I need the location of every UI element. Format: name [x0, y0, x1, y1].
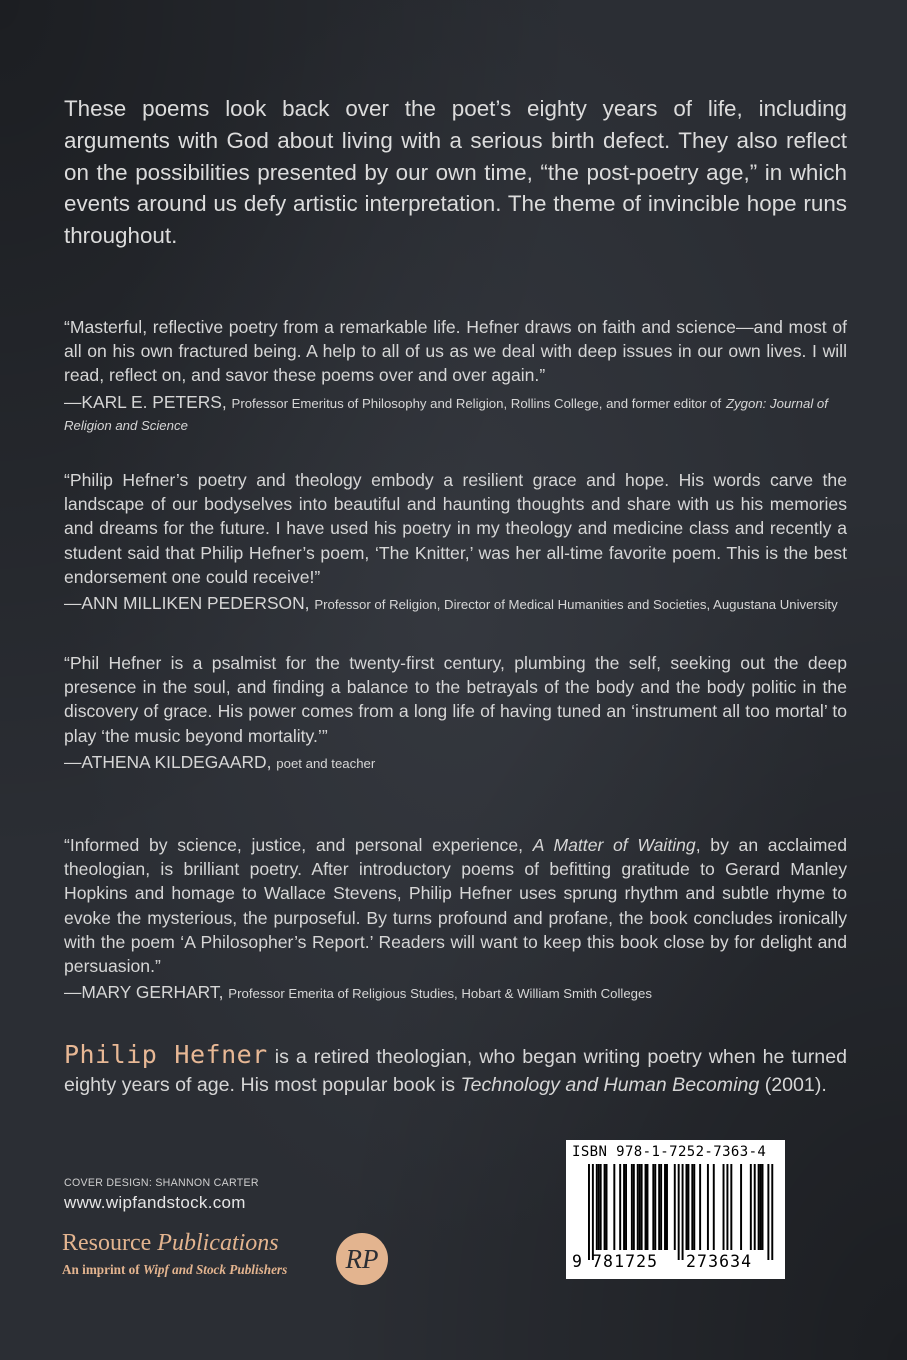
barcode-digit-first: 9 [572, 1252, 584, 1271]
author-bio [64, 1041, 847, 1099]
rp-logo-icon: RP [336, 1233, 388, 1285]
publisher-imprint [62, 1262, 287, 1278]
cover-design-credit: COVER DESIGN: SHANNON CARTER [64, 1177, 259, 1189]
imprint-publisher: Wipf and Stock Publishers [142, 1262, 288, 1277]
endorser-description: Professor Emerita of Religious Studies, Hobart & William Smith Colleges [228, 986, 652, 1002]
endorser-name: —ANN MILLIKEN PEDERSON, [64, 593, 310, 614]
barcode-bar [678, 1164, 680, 1260]
endorsement-text: “Phil Hefner is a psalmist for the twenty-first century, plumbing the self, seeking out the deep presence in the soul, and finding a balance to the betrayals of the body and the body politic in the discovery of grace. His power comes from a long life of having tuned an ‘instrument all too mortal’ to play ‘the music beyond mortality.’” [64, 653, 847, 746]
author-book-title: Technology and Human Becoming [460, 1074, 760, 1096]
author-bio-text: (2001). [759, 1074, 827, 1096]
barcode-bar [588, 1164, 590, 1260]
book-title: A Matter of Waiting [532, 835, 696, 855]
barcode-bar [699, 1164, 701, 1250]
barcode-bar [760, 1164, 762, 1250]
barcode-bar [771, 1164, 773, 1260]
author-name: Philip Hefner [64, 1040, 268, 1069]
barcode-bar [596, 1164, 598, 1250]
barcode-bar [687, 1164, 689, 1250]
barcode-bar [740, 1164, 742, 1250]
author-bio-text: is a retired theologian, who began writing poetry when he turned eighty years of age. His most popular book is [64, 1046, 847, 1096]
endorsement-attribution [64, 392, 847, 436]
endorsement-gerhart [64, 833, 847, 1004]
barcode-bar [639, 1164, 641, 1250]
endorsement-kildegaard [64, 651, 847, 774]
endorsement-text: “Philip Hefner’s poetry and theology embody a resilient grace and hope. His words carve the landscape of our bodyselves into beautiful and haunting thoughts and share with us his memories and dreams for the future. I have used his poetry in my theology and medicine class and recently a student said that Philip Hefner’s poem, ‘The Knitter,’ was her all-time favorite poem. This is the best endorsement one could receive!” [64, 470, 847, 587]
barcode-bar [758, 1164, 760, 1250]
barcode-bar [652, 1164, 654, 1250]
endorser-description: Professor of Religion, Director of Medical Humanities and Societies, Augustana University [314, 597, 838, 613]
barcode-bar [674, 1164, 676, 1250]
barcode-bar [767, 1164, 769, 1260]
endorsement-attribution [64, 752, 847, 774]
barcode-bar [713, 1164, 715, 1250]
endorser-name: —KARL E. PETERS, [64, 391, 227, 412]
barcode-bar [707, 1164, 709, 1250]
barcode-bar [625, 1164, 627, 1250]
barcode-bar [726, 1164, 728, 1250]
publisher-name-roman: Resource [62, 1230, 152, 1256]
barcode-bar [598, 1164, 600, 1250]
endorser-name: —ATHENA KILDEGAARD, [64, 751, 272, 772]
endorser-description: Professor Emeritus of Philosophy and Religion, Rollins College, and former editor of [231, 395, 722, 411]
endorsement-attribution [64, 593, 847, 615]
barcode-bar [604, 1164, 606, 1250]
barcode-bar [606, 1164, 608, 1250]
barcode-bar [762, 1164, 764, 1250]
barcode-bar [613, 1164, 615, 1250]
endorser-name: —MARY GERHART, [64, 982, 224, 1003]
barcode-bar [754, 1164, 756, 1250]
barcode-bar [682, 1164, 684, 1260]
publisher-name-italic: Publications [157, 1230, 279, 1256]
endorser-description: poet and teacher [276, 755, 376, 771]
isbn-barcode [566, 1140, 785, 1279]
barcode-bar [637, 1164, 639, 1250]
barcode-bar [631, 1164, 633, 1250]
barcode-bar [647, 1164, 649, 1250]
back-cover-blurb: These poems look back over the poet’s eighty years of life, including arguments with God about living with a serious birth defect. They also reflect on the possibilities presented by our own time, “the post-poetry age,” in which events around us defy artistic interpretation. The theme of invincible hope runs throughout. [64, 96, 847, 249]
endorsement-text-part: , by an acclaimed theologian, is brilliant poetry. After introductory poems of befitting gratitude to Gerard Manley Hopkins and homage to Wallace Stevens, Philip Hefner uses sprung rhythm and subtle rhyme to evoke the mysterious, the purposeful. By turns profound and profane, the book concludes ironically with the poem ‘A Philosopher’s Report.’ Readers will want to keep this book close by for delight and persuasion.” [64, 835, 847, 977]
endorsement-pederson [64, 468, 847, 615]
barcode-bar [641, 1164, 643, 1250]
barcode-bar [691, 1164, 693, 1250]
journal-title: Zygon: Journal of Religion and Science [64, 395, 828, 433]
endorsement-attribution [64, 982, 847, 1004]
barcode-bar [664, 1164, 666, 1250]
barcode-bar [658, 1164, 660, 1250]
endorsement-text: “Masterful, reflective poetry from a remarkable life. Hefner draws on faith and science—and most of all on his own fractured being. A help to all of us as we deal with deep issues in our own lives. I will read, reflect on, and savor these poems over and over again.” [64, 317, 847, 386]
barcode-bar [686, 1164, 688, 1250]
publisher-name [62, 1230, 279, 1256]
endorsement-peters [64, 315, 847, 436]
barcode-bar [666, 1164, 668, 1250]
barcode-bar [654, 1164, 656, 1250]
barcode-bar [600, 1164, 602, 1250]
isbn-label: ISBN 978-1-7252-7363-4 [572, 1144, 767, 1160]
barcode-digits-left: 781725 [592, 1252, 659, 1271]
barcode-bar [645, 1164, 647, 1250]
publisher-website[interactable]: www.wipfandstock.com [64, 1193, 246, 1212]
endorsement-text-part: “Informed by science, justice, and personal experience, [64, 835, 524, 855]
barcode-bar [693, 1164, 695, 1250]
barcode-bar [723, 1164, 725, 1250]
barcode-bar [623, 1164, 625, 1250]
barcode-bar [633, 1164, 635, 1250]
endorsement-text [64, 833, 847, 978]
barcode-bar [619, 1164, 621, 1250]
barcode-bar [592, 1164, 594, 1260]
barcode-digits-right: 273634 [686, 1252, 753, 1271]
barcode-bar [750, 1164, 752, 1250]
barcode-bar [660, 1164, 662, 1250]
barcode-bar [730, 1164, 732, 1250]
imprint-text: An imprint of [62, 1262, 140, 1277]
